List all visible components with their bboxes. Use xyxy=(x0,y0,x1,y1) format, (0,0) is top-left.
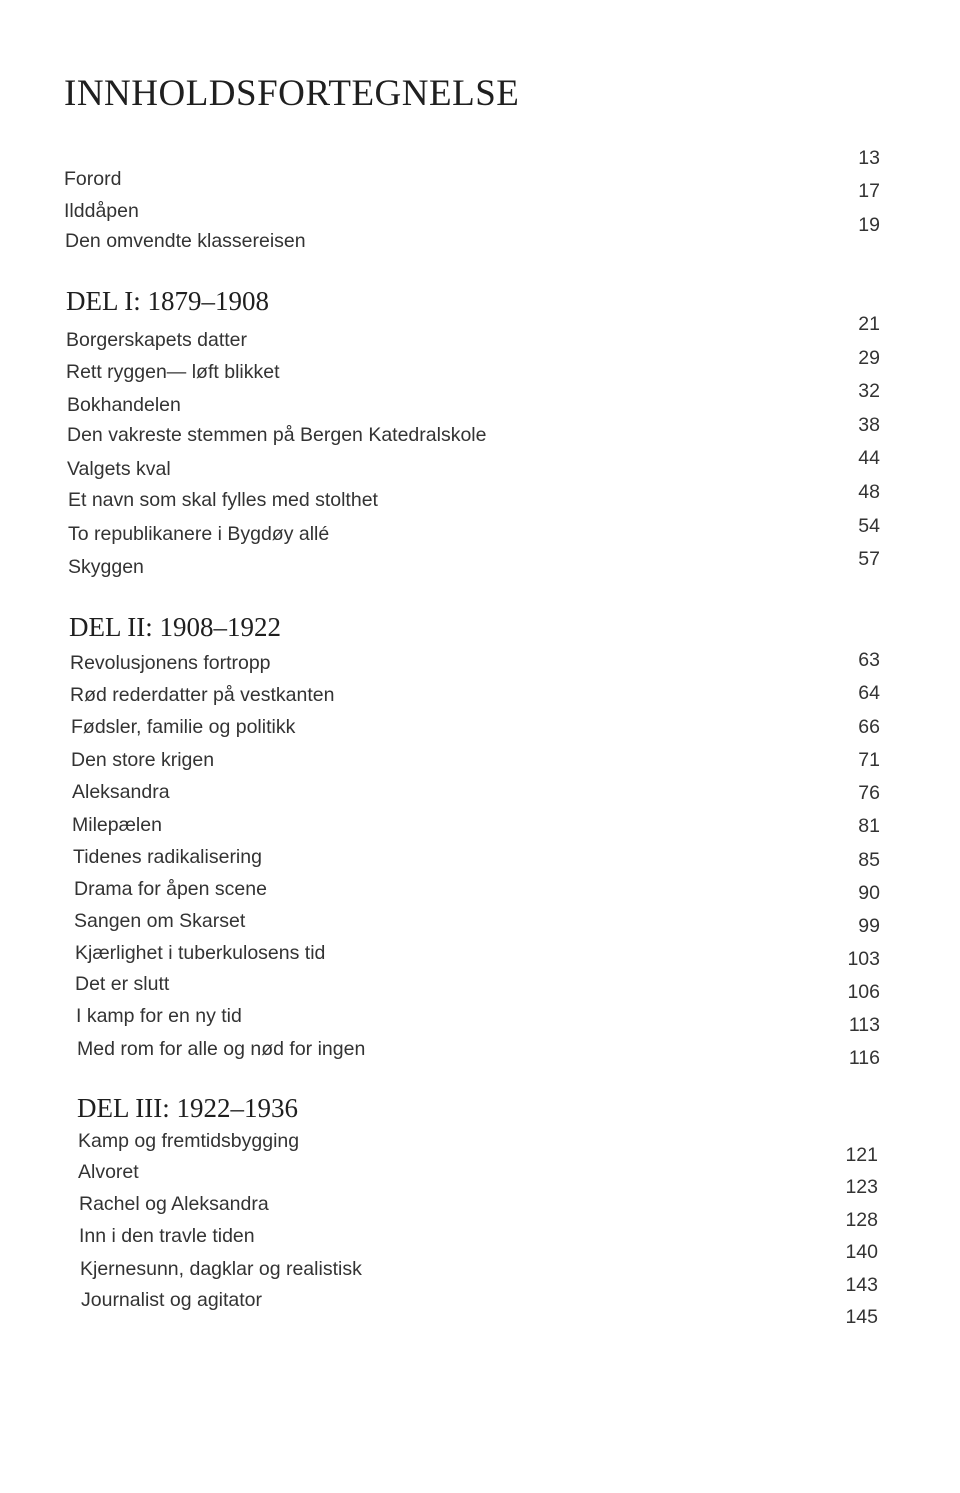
toc-page-number: 32 xyxy=(858,380,880,402)
toc-entry: Den omvendte klassereisen xyxy=(65,230,306,252)
toc-entry: Alvoret xyxy=(78,1161,139,1183)
toc-entry: Bokhandelen xyxy=(67,394,181,416)
toc-page-number: 17 xyxy=(858,180,880,202)
toc-page-number: 121 xyxy=(845,1144,878,1166)
toc-entry: Revolusjonens fortropp xyxy=(70,652,271,674)
toc-page-number: 48 xyxy=(858,481,880,503)
toc-page-number: 85 xyxy=(858,849,880,871)
toc-entry: Kjernesunn, dagklar og realistisk xyxy=(80,1258,362,1280)
toc-entry: Den store krigen xyxy=(71,749,215,771)
toc-entry: Drama for åpen scene xyxy=(74,878,267,900)
toc-page-number: 21 xyxy=(858,313,880,335)
toc-page-number: 81 xyxy=(858,815,880,837)
toc-page-number: 145 xyxy=(845,1306,878,1328)
toc-entry: Ilddåpen xyxy=(64,200,139,222)
toc-page-number: 63 xyxy=(858,649,880,671)
toc-entry: Journalist og agitator xyxy=(81,1289,263,1311)
toc-page-number: 143 xyxy=(845,1274,878,1296)
toc-entry: Valgets kval xyxy=(67,458,171,480)
toc-entry: Forord xyxy=(64,168,122,190)
toc-entry: Borgerskapets datter xyxy=(66,329,248,351)
toc-page-number: 116 xyxy=(848,1047,880,1069)
section-heading-part3: DEL III: 1922–1936 xyxy=(77,1093,298,1123)
toc-page-number: 128 xyxy=(845,1209,878,1231)
toc-page-number: 90 xyxy=(858,882,880,904)
toc-entry: Rett ryggen— løft blikket xyxy=(66,361,280,383)
toc-page-number: 140 xyxy=(845,1241,878,1263)
page-title: INNHOLDSFORTEGNELSE xyxy=(64,73,520,114)
toc-page-number: 57 xyxy=(858,548,880,570)
toc-entry: Den vakreste stemmen på Bergen Katedralskole xyxy=(67,424,487,446)
toc-entry: Tidenes radikalisering xyxy=(73,846,262,868)
toc-entry: Kamp og fremtidsbygging xyxy=(78,1130,300,1152)
toc-entry: Det er slutt xyxy=(75,973,170,995)
toc-page-number: 44 xyxy=(858,447,880,469)
toc-entry: Et navn som skal fylles med stolthet xyxy=(68,489,378,511)
toc-page-number: 76 xyxy=(858,782,880,804)
toc-page-number: 123 xyxy=(845,1176,878,1198)
toc-entry: Milepælen xyxy=(72,814,162,836)
toc-entry: Med rom for alle og nød for ingen xyxy=(77,1038,366,1060)
toc-entry: Skyggen xyxy=(68,556,144,578)
toc-page-number: 106 xyxy=(847,981,880,1003)
toc-page-number: 99 xyxy=(858,915,880,937)
section-heading-part1: DEL I: 1879–1908 xyxy=(66,286,269,316)
toc-page-number: 19 xyxy=(858,214,880,236)
toc-entry: Inn i den travle tiden xyxy=(79,1225,255,1247)
toc-page-number: 66 xyxy=(858,716,880,738)
toc-entry: I kamp for en ny tid xyxy=(76,1005,242,1027)
toc-page-number: 13 xyxy=(858,147,880,169)
toc-page-number: 29 xyxy=(858,347,880,369)
toc-page-number: 54 xyxy=(858,515,880,537)
toc-entry: Rachel og Aleksandra xyxy=(79,1193,269,1215)
toc-entry: Fødsler, familie og politikk xyxy=(71,716,296,738)
section-heading-part2: DEL II: 1908–1922 xyxy=(69,612,281,642)
toc-entry: Kjærlighet i tuberkulosens tid xyxy=(75,942,326,964)
toc-entry: Sangen om Skarset xyxy=(74,910,246,932)
toc-entry: To republikanere i Bygdøy allé xyxy=(68,523,330,545)
toc-page-number: 71 xyxy=(858,749,880,771)
toc-page-number: 38 xyxy=(858,414,880,436)
toc-page-number: 103 xyxy=(847,948,880,970)
toc-page-number: 113 xyxy=(848,1014,880,1036)
toc-page-number: 64 xyxy=(858,682,880,704)
toc-entry: Aleksandra xyxy=(72,781,170,803)
toc-entry: Rød rederdatter på vestkanten xyxy=(70,684,335,706)
